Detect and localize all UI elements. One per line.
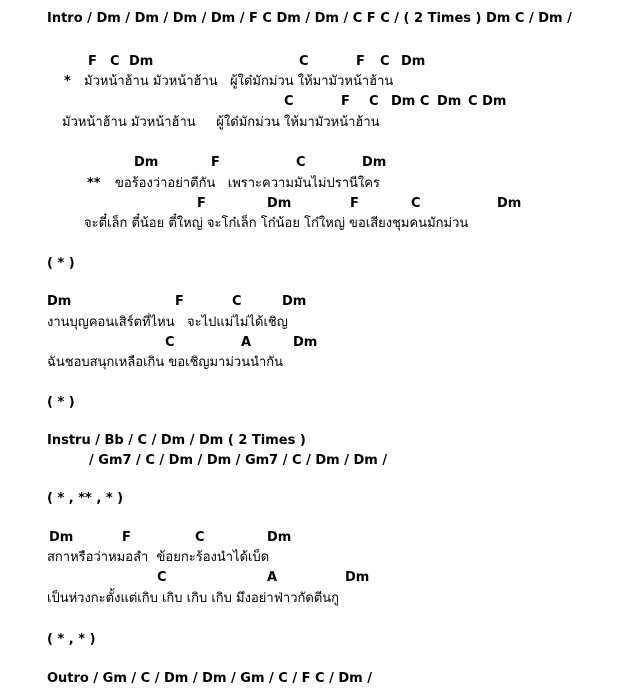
chord: C	[411, 196, 421, 211]
chord: C	[110, 54, 120, 69]
lyric-line: งานบุญคอนเสิร์ตที่ไหน จะไปแม่ไม่ได้เชิญ	[47, 315, 288, 330]
chord: C	[296, 155, 306, 170]
chord: Dm	[129, 54, 154, 69]
bridge-marker: **	[87, 176, 101, 191]
lyric-line: มัวหน้าฮ้าน มัวหน้าฮ้าน ผู้ใด๋มักม่วน ให้มามัวหน้าฮ้าน	[84, 74, 394, 89]
chord: F	[356, 54, 365, 69]
repeat-marker: ( * )	[47, 395, 75, 410]
chord: A	[241, 335, 252, 350]
chord: Dm	[293, 335, 318, 350]
chord: F	[211, 155, 220, 170]
chord: C	[195, 530, 205, 545]
repeat-marker: ( * )	[47, 256, 75, 271]
chord: Dm	[437, 94, 462, 109]
chord: C	[369, 94, 379, 109]
chord: Dm C	[391, 94, 430, 109]
chord: F	[88, 54, 97, 69]
chorus-marker: *	[64, 74, 71, 89]
chord: C	[232, 294, 242, 309]
lyric-line: ขอร้องว่าอย่าตีกัน เพราะความมันไม่ปรานีใคร	[115, 176, 380, 191]
chord: Dm	[267, 530, 292, 545]
chord: Dm	[401, 54, 426, 69]
chord: F	[122, 530, 131, 545]
chord: F	[341, 94, 350, 109]
chord: C	[299, 54, 309, 69]
lyric-line: ฉันชอบสนุกเหลือเกิน ขอเชิญมาม่วนนำกัน	[47, 355, 284, 370]
chord: Dm	[345, 570, 370, 585]
chord: C Dm	[468, 94, 507, 109]
lyric-line: เป็นห่วงกะตั้งแต่เกิบ เกิบ เกิบ เกิบ มึงอย่าฟ่าวกัดตีนกู	[47, 591, 340, 606]
chord: C	[380, 54, 390, 69]
lyric-line: สกาหรือว่าหมอลำ ข้อยกะร้องนำได้เบ็ด	[47, 550, 270, 565]
instrumental-line: / Gm7 / C / Dm / Dm / Gm7 / C / Dm / Dm /	[89, 453, 388, 468]
repeat-marker: ( * , ** , * )	[47, 491, 124, 506]
chord: Dm	[497, 196, 522, 211]
lyric-line: มัวหน้าฮ้าน มัวหน้าฮ้าน ผู้ใด๋มักม่วน ให้มามัวหน้าฮ้าน	[62, 115, 380, 130]
repeat-marker: ( * , * )	[47, 632, 96, 647]
instrumental-line: Instru / Bb / C / Dm / Dm ( 2 Times )	[47, 433, 306, 448]
chord: F	[197, 196, 206, 211]
chord: F	[175, 294, 184, 309]
chord: C	[165, 335, 175, 350]
chord: F	[350, 196, 359, 211]
outro-line: Outro / Gm / C / Dm / Dm / Gm / C / F C / Dm /	[47, 671, 373, 686]
chord: C	[157, 570, 167, 585]
chord: C	[284, 94, 294, 109]
intro-line: Intro / Dm / Dm / Dm / Dm / F C Dm / Dm / C F C / ( 2 Times ) Dm C / Dm /	[47, 11, 572, 26]
chord: Dm	[49, 530, 74, 545]
chord: Dm	[134, 155, 159, 170]
chord: A	[267, 570, 278, 585]
chord: Dm	[362, 155, 387, 170]
chord: Dm	[47, 294, 72, 309]
lyric-line: จะตี๋เล็ก ตี๋น้อย ตี๋ใหญ่ จะโก๋เล็ก โก๋น้อย โก๋ใหญ่ ขอเสียงชุมคนมักม่วน	[84, 216, 469, 231]
chord: Dm	[267, 196, 292, 211]
chord: Dm	[282, 294, 307, 309]
